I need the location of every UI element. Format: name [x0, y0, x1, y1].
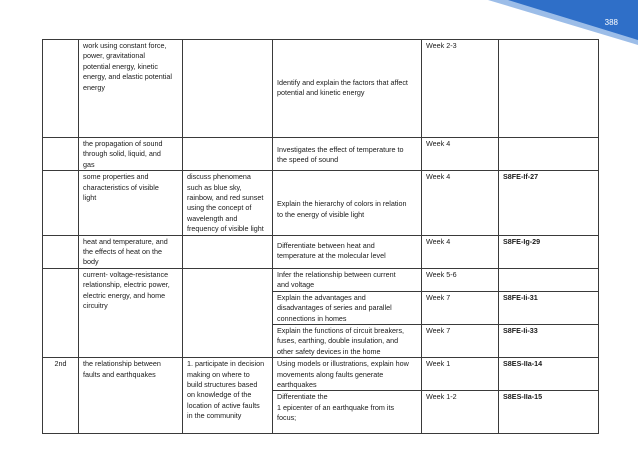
week-cell: Week 4 [422, 171, 499, 235]
week-cell: Week 1-2 [422, 391, 499, 434]
learning-competency-line: connections in homes [277, 313, 347, 323]
competency-code-cell: S8FE-Ii-31 [499, 291, 599, 324]
competency-code-cell [499, 138, 599, 171]
content-standard-line: the propagation of sound [83, 139, 163, 148]
learning-competency-cell [273, 235, 422, 268]
performance-standard-line: 1. participate in decision [187, 359, 265, 369]
quarter-cell [43, 235, 79, 268]
content-standard-cell [79, 268, 183, 357]
performance-standard-line: making on where to [187, 369, 250, 379]
content-standard-line: body [83, 257, 99, 267]
quarter-cell: 2nd [43, 358, 79, 434]
content-standard-line: electric energy, and home [83, 290, 166, 300]
content-standard-cell [79, 138, 183, 171]
content-standard-cell [79, 358, 183, 434]
content-standard-line: light [83, 193, 97, 203]
week-cell: Week 7 [422, 324, 499, 357]
performance-standard-line: discuss phenomena [187, 172, 251, 182]
performance-standard-line: frequency of visible light [187, 224, 264, 234]
learning-competency-line: focus; [277, 413, 297, 423]
curriculum-table [42, 39, 599, 434]
content-standard-line: energy, and elastic potential [83, 72, 172, 82]
content-standard-line: through solid, liquid, and [83, 149, 161, 159]
learning-competency-line: Explain the functions of circuit breakers, [277, 325, 405, 335]
content-standard-line: characteristics of visible [83, 182, 159, 192]
content-standard-cell [79, 171, 183, 235]
content-standard-line: gas [83, 159, 95, 169]
performance-standard-line: location of active faults [187, 400, 260, 410]
learning-competency-line: Differentiate between heat and [277, 240, 375, 250]
week-cell: Week 2-3 [422, 40, 499, 138]
content-standard-line: energy [83, 82, 105, 92]
learning-competency-cell [273, 291, 422, 324]
content-standard-line: current- voltage-resistance [83, 269, 169, 279]
quarter-cell [43, 171, 79, 235]
performance-standard-line: rainbow, and red sunset [187, 193, 264, 203]
week-cell: Week 4 [422, 138, 499, 171]
competency-code-cell: S8FE-Ig-29 [499, 235, 599, 268]
competency-code-cell: S8FE-Ii-33 [499, 324, 599, 357]
content-standard-line: faults and earthquakes [83, 369, 156, 379]
page-number: 388 [604, 18, 618, 27]
table-row [43, 171, 599, 235]
curriculum-table-body [43, 40, 599, 434]
performance-standard-line: such as blue sky, [187, 182, 242, 192]
learning-competency-line: temperature at the molecular level [277, 251, 386, 261]
content-standard-line: the effects of heat on the [83, 247, 162, 257]
content-standard-cell [79, 40, 183, 138]
performance-standard-cell [183, 171, 273, 235]
week-cell: Week 4 [422, 235, 499, 268]
learning-competency-line: disadvantages of series and parallel [277, 303, 392, 313]
learning-competency-line: earthquakes [277, 379, 317, 389]
learning-competency-cell [273, 40, 422, 138]
performance-standard-line: using the concept of [187, 203, 252, 213]
corner-band-dark [508, 0, 638, 40]
competency-code-cell: S8ES-IIa-15 [499, 391, 599, 434]
learning-competency-line: Explain the advantages and [277, 292, 366, 302]
learning-competency-line: other safety devices in the home [277, 346, 381, 356]
content-standard-line: potential energy, kinetic [83, 61, 158, 71]
learning-competency-cell [273, 268, 422, 291]
competency-code-cell: S8ES-IIa-14 [499, 358, 599, 391]
table-row [43, 268, 599, 291]
learning-competency-line: Identify and explain the factors that affect [277, 78, 408, 87]
learning-competency-cell [273, 358, 422, 391]
content-standard-cell [79, 235, 183, 268]
competency-code-cell [499, 40, 599, 138]
content-standard-line: relationship, electric power, [83, 280, 170, 290]
learning-competency-cell [273, 138, 422, 171]
performance-standard-cell [183, 40, 273, 138]
learning-competency-line: potential and kinetic energy [277, 88, 365, 98]
content-standard-line: heat and temperature, and [83, 236, 168, 246]
learning-competency-line: movements along faults generate [277, 369, 384, 379]
performance-standard-line: wavelength and [187, 213, 238, 223]
learning-competency-line: Infer the relationship between current [277, 269, 396, 279]
learning-competency-cell [273, 171, 422, 235]
learning-competency-line: and voltage [277, 280, 315, 290]
table-row [43, 358, 599, 391]
table-row [43, 40, 599, 138]
quarter-cell [43, 40, 79, 138]
content-standard-line: circuitry [83, 301, 108, 311]
performance-standard-line: build structures based [187, 379, 258, 389]
learning-competency-line: Using models or illustrations, explain how [277, 359, 409, 369]
performance-standard-cell [183, 268, 273, 357]
performance-standard-line: on knowledge of the [187, 390, 252, 400]
learning-competency-line: Investigates the effect of temperature to [277, 145, 404, 154]
learning-competency-line: Differentiate the [277, 392, 328, 402]
learning-competency-cell [273, 324, 422, 357]
learning-competency-line: the speed of sound [277, 155, 339, 165]
performance-standard-cell [183, 358, 273, 434]
learning-competency-line: fuses, earthing, double insulation, and [277, 336, 399, 346]
learning-competency-cell [273, 391, 422, 434]
quarter-cell [43, 138, 79, 171]
competency-code-cell: S8FE-If-27 [499, 171, 599, 235]
performance-standard-cell [183, 138, 273, 171]
learning-competency-line: to the energy of visible light [277, 209, 365, 219]
content-standard-line: work using constant force, [83, 41, 167, 50]
content-standard-line: power, gravitational [83, 51, 145, 61]
competency-code-cell [499, 268, 599, 291]
quarter-cell [43, 268, 79, 357]
learning-competency-line: 1 epicenter of an earthquake from its [277, 402, 395, 412]
table-row [43, 138, 599, 171]
performance-standard-line: in the community [187, 411, 242, 421]
content-standard-line: some properties and [83, 172, 149, 182]
table-row [43, 235, 599, 268]
performance-standard-cell [183, 235, 273, 268]
content-standard-line: the relationship between [83, 359, 161, 369]
week-cell: Week 1 [422, 358, 499, 391]
learning-competency-line: Explain the hierarchy of colors in relation [277, 199, 407, 209]
week-cell: Week 5-6 [422, 268, 499, 291]
week-cell: Week 7 [422, 291, 499, 324]
